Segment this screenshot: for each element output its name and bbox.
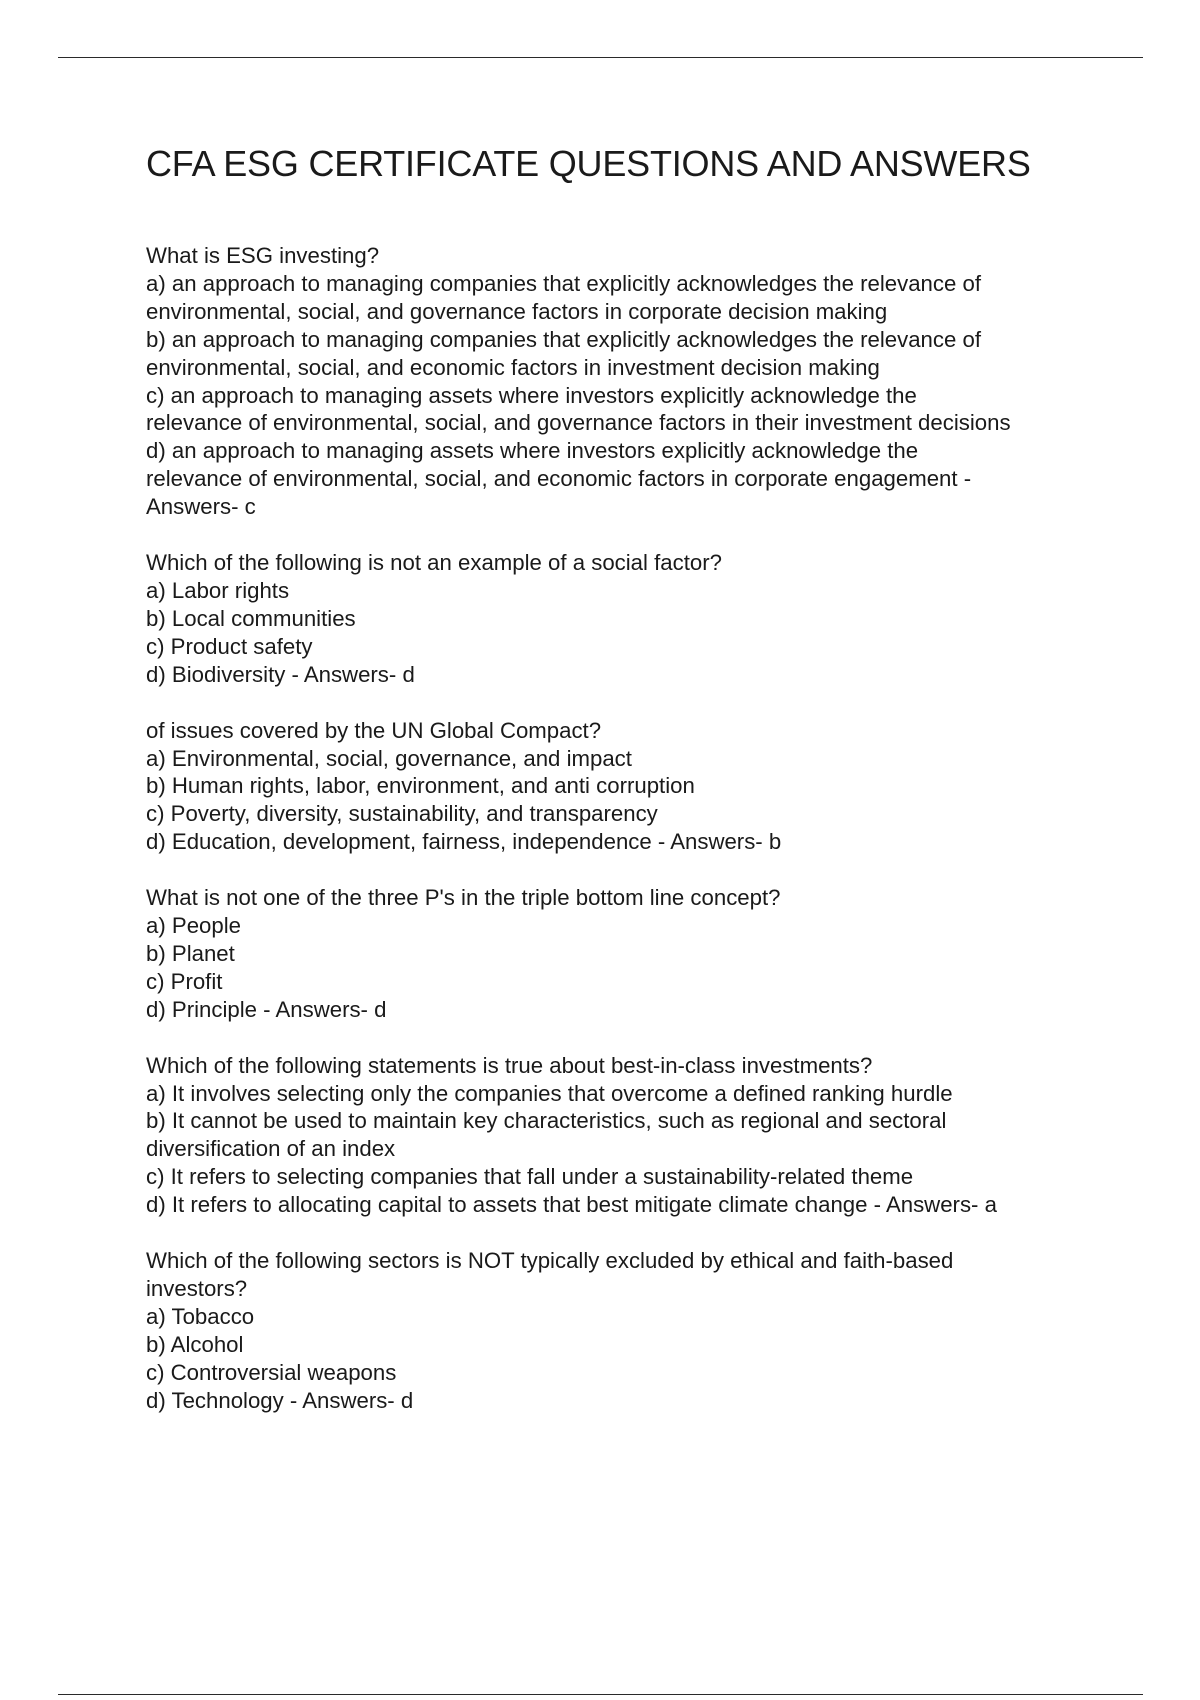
answer-option: environmental, social, and governance factors in corporate decision making	[146, 298, 888, 324]
answer-option: b) Planet	[146, 940, 235, 966]
question-text: What is not one of the three P's in the triple bottom line concept?	[146, 885, 781, 911]
answer-option: c) Controversial weapons	[146, 1359, 397, 1385]
question-block	[146, 242, 1101, 521]
answer-option: a) Environmental, social, governance, and impact	[146, 745, 632, 771]
footer-rule	[58, 1694, 1143, 1695]
answer-option: d) Education, development, fairness, independence - Answers- b	[146, 829, 782, 855]
answer-option: a) Labor rights	[146, 577, 290, 603]
answer-option: b) Alcohol	[146, 1331, 244, 1357]
header-rule	[58, 57, 1143, 58]
question-block	[146, 717, 1101, 857]
question-block	[146, 549, 1101, 689]
answer-option: a) People	[146, 913, 241, 939]
answer-option: c) an approach to managing assets where investors explicitly acknowledge the	[146, 382, 917, 408]
answer-option: b) Human rights, labor, environment, and anti corruption	[146, 773, 695, 799]
answer-option: relevance of environmental, social, and governance factors in their investment decisions	[146, 410, 1011, 436]
question-text: Which of the following statements is true about best-in-class investments?	[146, 1052, 873, 1078]
answer-key: Answers- c	[146, 494, 256, 520]
question-text: of issues covered by the UN Global Compact?	[146, 717, 602, 743]
answer-option: d) Technology - Answers- d	[146, 1387, 414, 1413]
answer-option: b) an approach to managing companies that explicitly acknowledges the relevance of	[146, 326, 981, 352]
question-block	[146, 884, 1101, 1024]
question-text: Which of the following is not an example of a social factor?	[146, 550, 722, 576]
question-list	[146, 242, 1101, 1443]
question-text: Which of the following sectors is NOT typically excluded by ethical and faith-based	[146, 1248, 954, 1274]
answer-option: c) Profit	[146, 968, 223, 994]
document-title: CFA ESG CERTIFICATE QUESTIONS AND ANSWERS	[146, 143, 1031, 184]
answer-option: d) an approach to managing assets where investors explicitly acknowledge the	[146, 438, 919, 464]
question-block	[146, 1052, 1101, 1219]
answer-option: a) an approach to managing companies that explicitly acknowledges the relevance of	[146, 270, 981, 296]
question-text: investors?	[146, 1276, 248, 1301]
answer-option: b) It cannot be used to maintain key characteristics, such as regional and sectoral	[146, 1108, 947, 1134]
answer-option: b) Local communities	[146, 605, 356, 631]
answer-option: relevance of environmental, social, and economic factors in corporate engagement -	[146, 466, 972, 492]
question-block	[146, 1247, 1101, 1414]
answer-option: a) Tobacco	[146, 1303, 255, 1329]
answer-option: environmental, social, and economic factors in investment decision making	[146, 354, 880, 380]
answer-option: d) Biodiversity - Answers- d	[146, 661, 415, 687]
answer-option: diversification of an index	[146, 1136, 396, 1162]
answer-option: c) Product safety	[146, 633, 313, 659]
answer-option: d) Principle - Answers- d	[146, 996, 387, 1022]
answer-option: a) It involves selecting only the companies that overcome a defined ranking hurdle	[146, 1080, 953, 1106]
question-text: What is ESG investing?	[146, 243, 380, 268]
answer-option: c) It refers to selecting companies that fall under a sustainability-related theme	[146, 1164, 914, 1190]
answer-option: d) It refers to allocating capital to assets that best mitigate climate change - Answers- a	[146, 1192, 997, 1218]
answer-option: c) Poverty, diversity, sustainability, and transparency	[146, 801, 658, 827]
